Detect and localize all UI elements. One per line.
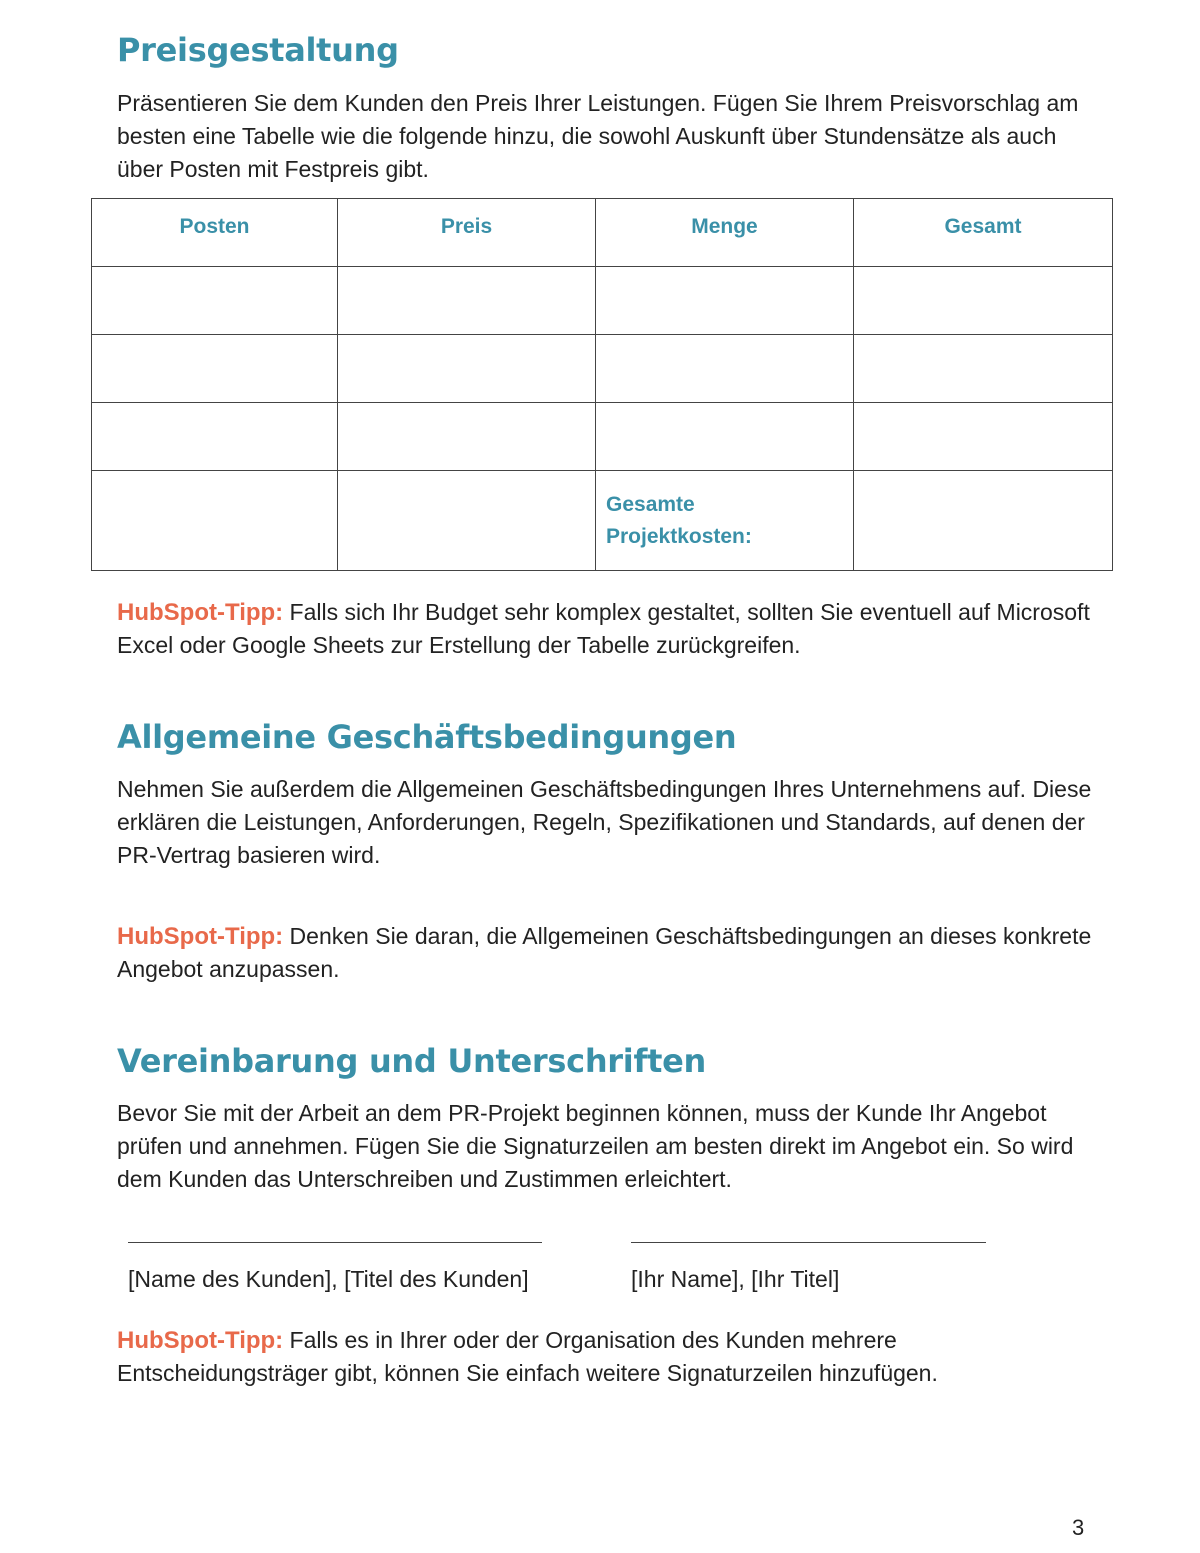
column-header-preis: Preis: [338, 199, 596, 267]
terms-tip: [117, 920, 1097, 986]
column-header-posten: Posten: [92, 199, 338, 267]
tip-text: Falls es in Ihrer oder der Organisation des Kunden mehrere Entscheidungsträger gibt, können Sie einfach weitere Signaturzeilen hinzufügen.: [117, 1327, 938, 1386]
tip-label: HubSpot-Tipp:: [117, 923, 284, 950]
table-cell[interactable]: [854, 335, 1113, 403]
terms-heading: Allgemeine Geschäftsbedingungen: [117, 718, 737, 756]
column-header-menge: Menge: [596, 199, 854, 267]
agreement-intro: Bevor Sie mit der Arbeit an dem PR-Projekt beginnen können, muss der Kunde Ihr Angebot prüfen und annehmen. Fügen Sie die Signaturzeilen am besten direkt im Angebot ein. So wird dem Kunden das Unterschreiben und Zustimmen erleichtert.: [117, 1100, 1074, 1192]
total-cost-value-cell[interactable]: [854, 471, 1113, 571]
client-signature-line[interactable]: [128, 1242, 542, 1243]
table-cell[interactable]: [338, 471, 596, 571]
pricing-intro: Präsentieren Sie dem Kunden den Preis Ihrer Leistungen. Fügen Sie Ihrem Preisvorschlag am besten eine Tabelle wie die folgende hinzu, die sowohl Auskunft über Stundensätze als auch über Posten mit Festpreis gibt.: [117, 90, 1079, 182]
agreement-heading: Vereinbarung und Unterschriften: [117, 1042, 706, 1080]
client-signature-label: [Name des Kunden], [Titel des Kunden]: [128, 1266, 529, 1292]
table-cell[interactable]: [854, 267, 1113, 335]
table-cell[interactable]: [92, 267, 338, 335]
column-header-gesamt: Gesamt: [854, 199, 1113, 267]
table-cell[interactable]: [92, 403, 338, 471]
total-cost-label: Gesamte Projektkosten:: [596, 471, 854, 571]
terms-intro: Nehmen Sie außerdem die Allgemeinen Geschäftsbedingungen Ihres Unternehmens auf. Diese erklären die Leistungen, Anforderungen, Regeln, Spezifikationen und Standards, auf denen der PR-Vertrag basieren wird.: [117, 776, 1092, 868]
table-cell[interactable]: [596, 335, 854, 403]
pricing-heading: Preisgestaltung: [117, 31, 399, 69]
table-row: [92, 267, 1113, 335]
tip-label: HubSpot-Tipp:: [117, 599, 284, 626]
tip-text: Falls sich Ihr Budget sehr komplex gestaltet, sollten Sie eventuell auf Microsoft Excel oder Google Sheets zur Erstellung der Tabelle zurückgreifen.: [117, 599, 1090, 658]
provider-signature-line[interactable]: [631, 1242, 986, 1243]
table-cell[interactable]: [338, 335, 596, 403]
pricing-tip: [117, 596, 1097, 662]
table-cell[interactable]: [92, 471, 338, 571]
table-total-row: [92, 471, 1113, 571]
table-cell[interactable]: [596, 267, 854, 335]
page-number: 3: [1072, 1515, 1085, 1540]
pricing-table: [91, 198, 1113, 571]
tip-label: HubSpot-Tipp:: [117, 1327, 284, 1354]
agreement-tip: [117, 1324, 1097, 1390]
table-cell[interactable]: [338, 267, 596, 335]
pricing-table-header-row: [92, 199, 1113, 267]
table-cell[interactable]: [854, 403, 1113, 471]
table-cell[interactable]: [92, 335, 338, 403]
provider-signature-label: [Ihr Name], [Ihr Titel]: [631, 1266, 840, 1292]
table-row: [92, 403, 1113, 471]
table-cell[interactable]: [338, 403, 596, 471]
tip-text: Denken Sie daran, die Allgemeinen Geschäftsbedingungen an dieses konkrete Angebot anzupassen.: [117, 923, 1092, 982]
table-row: [92, 335, 1113, 403]
table-cell[interactable]: [596, 403, 854, 471]
